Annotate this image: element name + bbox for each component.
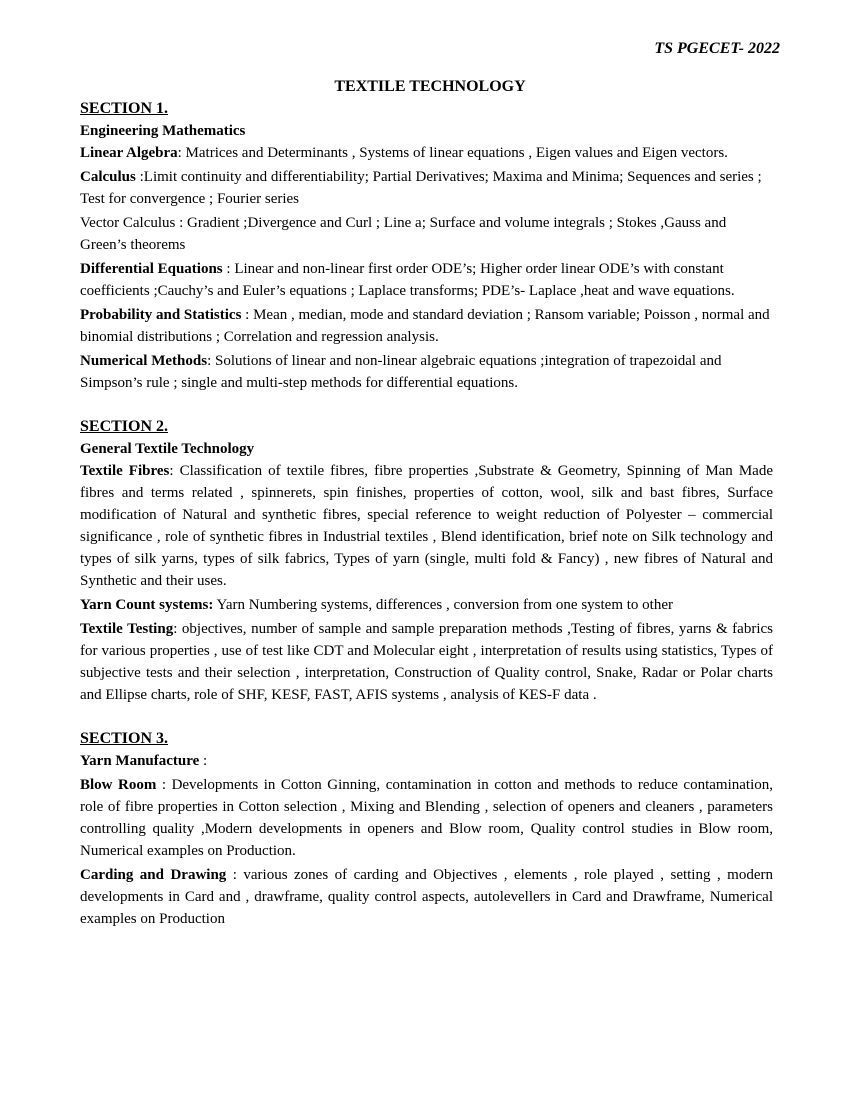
topic-label: Probability and Statistics xyxy=(80,307,242,323)
topic-vector-calculus xyxy=(80,212,773,256)
spacer xyxy=(80,708,773,728)
topic-text: : Matrices and Determinants , Systems of linear equations , Eigen values and Eigen vectors. xyxy=(177,145,728,161)
topic-text: : Developments in Cotton Ginning, contamination in cotton and methods to reduce contamination, role of fibre properties in Cotton selection , Mixing and Blending , selection of openers and cleaners , parameters controlling quality ,Modern developments in openers and Blow room, Quality control studies in Blow room, Numerical examples on Production. xyxy=(80,777,773,859)
topic-linear-algebra xyxy=(80,142,773,164)
topic-label: Textile Fibres xyxy=(80,463,170,479)
topic-probability-statistics xyxy=(80,304,773,348)
topic-textile-fibres xyxy=(80,460,773,592)
topic-calculus xyxy=(80,166,773,210)
topic-carding-drawing xyxy=(80,864,773,930)
section-3-subheading: Yarn Manufacture xyxy=(80,753,200,769)
section-3-heading: SECTION 3. xyxy=(80,730,169,747)
topic-text: : various zones of carding and Objectives , elements , role played , setting , modern developments in Card and , drawframe, quality control aspects, autolevellers in Card and Drawframe, Numerical examples on Production xyxy=(80,867,773,927)
topic-text: : objectives, number of sample and sample preparation methods ,Testing of fibres, yarns & fabrics for various properties , use of test like CDT and Molecular eight , interpretation of results using statistics, Types of subjective tests and their selection , interpretation, Construction of Quality control, Snake, Radar or Polar charts and Ellipse charts, role of SHF, KESF, FAST, AFIS systems , analysis of KES-F data . xyxy=(80,621,773,703)
topic-text: Vector Calculus : Gradient ;Divergence and Curl ; Line a; Surface and volume integrals ; Stokes ,Gauss and Green’s theorems xyxy=(80,215,727,253)
topic-label: Differential Equations xyxy=(80,261,223,277)
topic-text: : Linear and non-linear first order ODE’s; Higher order linear ODE’s with constant coefficients ;Cauchy’s and Euler’s equations ; Laplace transforms; PDE’s- Laplace ,heat and wave equations. xyxy=(80,261,735,299)
topic-label: Calculus xyxy=(80,169,136,185)
topic-label: Numerical Methods xyxy=(80,353,208,369)
topic-label: Blow Room xyxy=(80,777,157,793)
section-2-heading: SECTION 2. xyxy=(80,418,169,435)
section-3-subheading-line xyxy=(80,750,773,772)
topic-text: : Solutions of linear and non-linear algebraic equations ;integration of trapezoidal and Simpson’s rule ; single and multi-step methods for differential equations. xyxy=(80,353,722,391)
topic-label: Textile Testing xyxy=(80,621,174,637)
topic-textile-testing xyxy=(80,618,773,706)
topic-differential-equations xyxy=(80,258,773,302)
page-header-exam-name: TS PGECET- 2022 xyxy=(654,40,780,57)
topic-label: Yarn Count systems: xyxy=(80,597,214,613)
topic-label: Carding and Drawing xyxy=(80,867,227,883)
topic-text: Yarn Numbering systems, differences , conversion from one system to other xyxy=(213,597,673,613)
topic-text: : Classification of textile fibres, fibre properties ,Substrate & Geometry, Spinning of Man Made fibres and terms related , spinnerets, spin finishes, properties of cotton, wool, silk and bast fibres, Surface modification of Natural and synthetic fibres, special reference to weight reduction of Polyester – commercial significance , role of synthetic fibres in Industrial textiles , Blend identification, brief note on Silk technology and types of silk yarns, types of silk fabrics, Types of yarn (single, multi fold & Fancy) , new fibres of Natural and Synthetic and their uses. xyxy=(80,463,774,589)
page-title: TEXTILE TECHNOLOGY xyxy=(334,78,526,95)
topic-numerical-methods xyxy=(80,350,773,394)
topic-text: : Mean , median, mode and standard deviation ; Ransom variable; Poisson , normal and binomial distributions ; Correlation and regression analysis. xyxy=(80,307,770,345)
topic-blow-room xyxy=(80,774,773,862)
subheading-suffix: : xyxy=(199,753,208,769)
section-1-heading: SECTION 1. xyxy=(80,100,169,117)
syllabus-content xyxy=(80,98,773,932)
section-1-subheading: Engineering Mathematics xyxy=(80,123,246,139)
topic-yarn-count-systems xyxy=(80,594,773,616)
spacer xyxy=(80,396,773,416)
topic-label: Linear Algebra xyxy=(80,145,178,161)
section-2-subheading: General Textile Technology xyxy=(80,441,255,457)
topic-text: :Limit continuity and differentiability; Partial Derivatives; Maxima and Minima; Sequences and series ; Test for convergence ; Fourier series xyxy=(80,169,762,207)
